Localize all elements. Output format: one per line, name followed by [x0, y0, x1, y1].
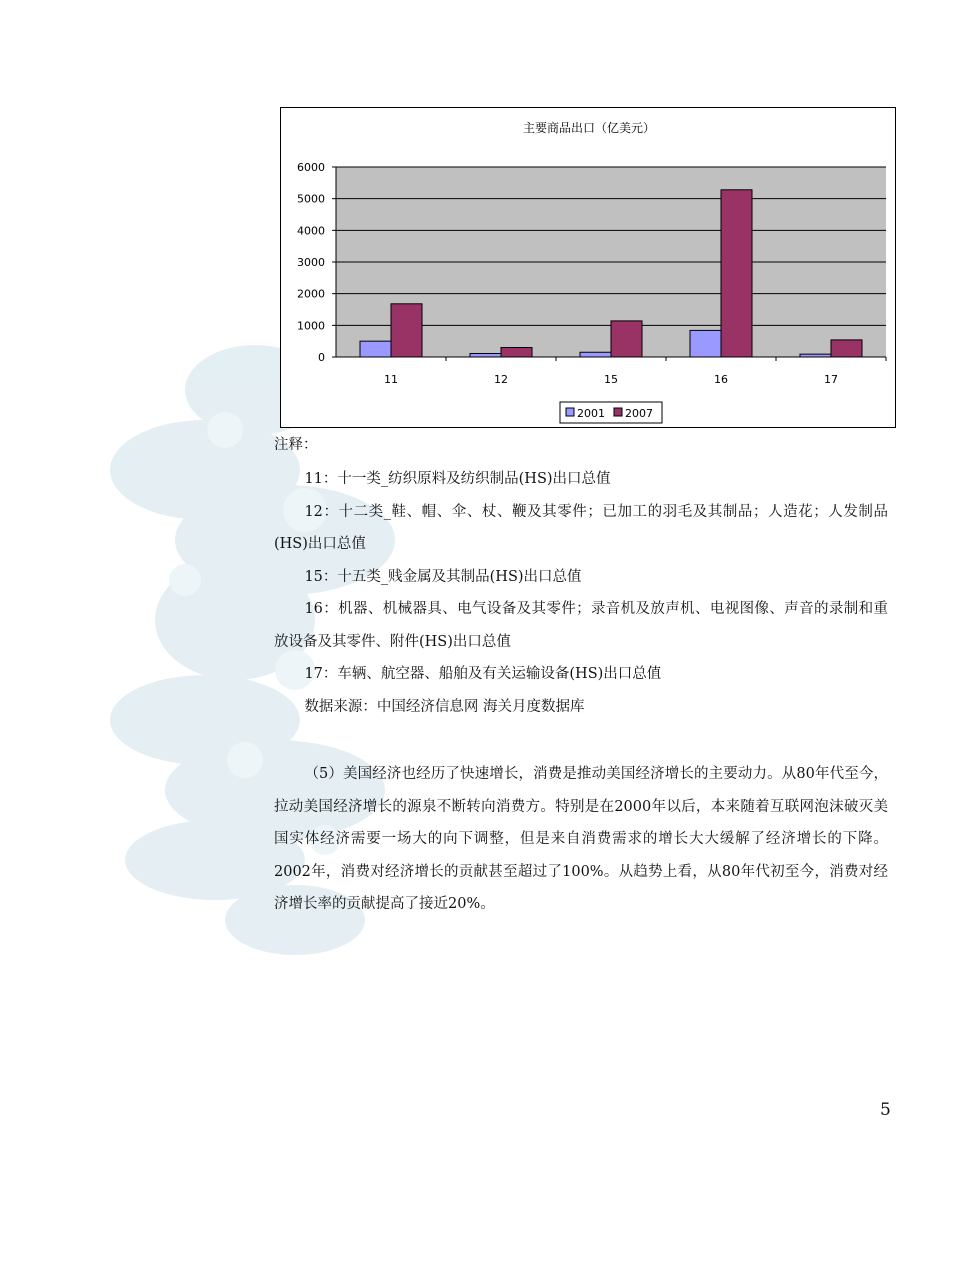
y-tick-label: 6000: [297, 161, 325, 174]
note-item: 15：十五类_贱金属及其制品(HS)出口总值: [304, 568, 582, 585]
notes-label: 注释：: [274, 437, 318, 453]
bar-2007-15: [611, 321, 642, 357]
bar-2007-17: [831, 340, 862, 357]
y-tick-label: 4000: [297, 224, 325, 238]
legend-label-2007: 2007: [625, 407, 653, 420]
body-paragraph: [274, 758, 888, 921]
bar-2001-17: [800, 354, 831, 357]
note-item: 16：机器、机械器具、电气设备及其零件；录音机及放声机、电视图像、声音的录制和重放设备及其零件、附件(HS)出口总值: [274, 601, 888, 650]
x-tick-label: 15: [604, 373, 618, 386]
notes-list: [274, 463, 888, 723]
chart-title: 主要商品出口（亿美元）: [522, 121, 656, 135]
legend-swatch-2001: [566, 408, 574, 416]
export-bar-chart: [280, 107, 896, 428]
legend-swatch-2007: [614, 408, 622, 416]
bar-2007-12: [501, 348, 532, 358]
chart-canvas: [281, 108, 897, 429]
x-tick-label: 11: [384, 373, 398, 386]
bar-2001-16: [690, 330, 721, 357]
y-tick-label: 0: [318, 351, 325, 364]
y-tick-label: 1000: [297, 319, 325, 333]
y-tick-label: 2000: [297, 287, 325, 301]
note-item: 17：车辆、航空器、船舶及有关运输设备(HS)出口总值: [304, 666, 662, 682]
bar-2007-16: [721, 190, 752, 357]
bar-2001-12: [470, 354, 501, 357]
bar-2001-15: [580, 352, 611, 357]
note-item: 11：十一类_纺织原料及纺织制品(HS)出口总值: [304, 471, 611, 487]
page-number: 5: [880, 1100, 891, 1120]
note-item: 12：十二类_鞋、帽、伞、杖、鞭及其零件；已加工的羽毛及其制品；人造花；人发制品(HS)出口总值: [274, 503, 888, 552]
x-tick-label: 17: [824, 373, 838, 386]
x-tick-label: 12: [494, 373, 508, 386]
note-item: 数据来源：中国经济信息网 海关月度数据库: [304, 698, 585, 715]
legend-label-2001: 2001: [577, 407, 605, 420]
y-tick-label: 3000: [297, 256, 325, 269]
bar-2007-11: [391, 304, 422, 357]
paragraph-5: （5）美国经济也经历了快速增长，消费是推动美国经济增长的主要动力。从80年代至今，拉动美国经济增长的源泉不断转向消费方。特别是在2000年以后，本来随着互联网泡沫破灭美国实体经济需要一场大的向下调整，但是来自消费需求的增长大大缓解了经济增长的下降。2002年，消费对经济增长的贡献甚至超过了100%。从趋势上看，从80年代初至今，消费对经济增长率的贡献提高了接近20%。: [274, 766, 888, 912]
x-tick-label: 16: [714, 373, 728, 386]
y-tick-label: 5000: [297, 192, 325, 206]
bar-2001-11: [360, 341, 391, 357]
